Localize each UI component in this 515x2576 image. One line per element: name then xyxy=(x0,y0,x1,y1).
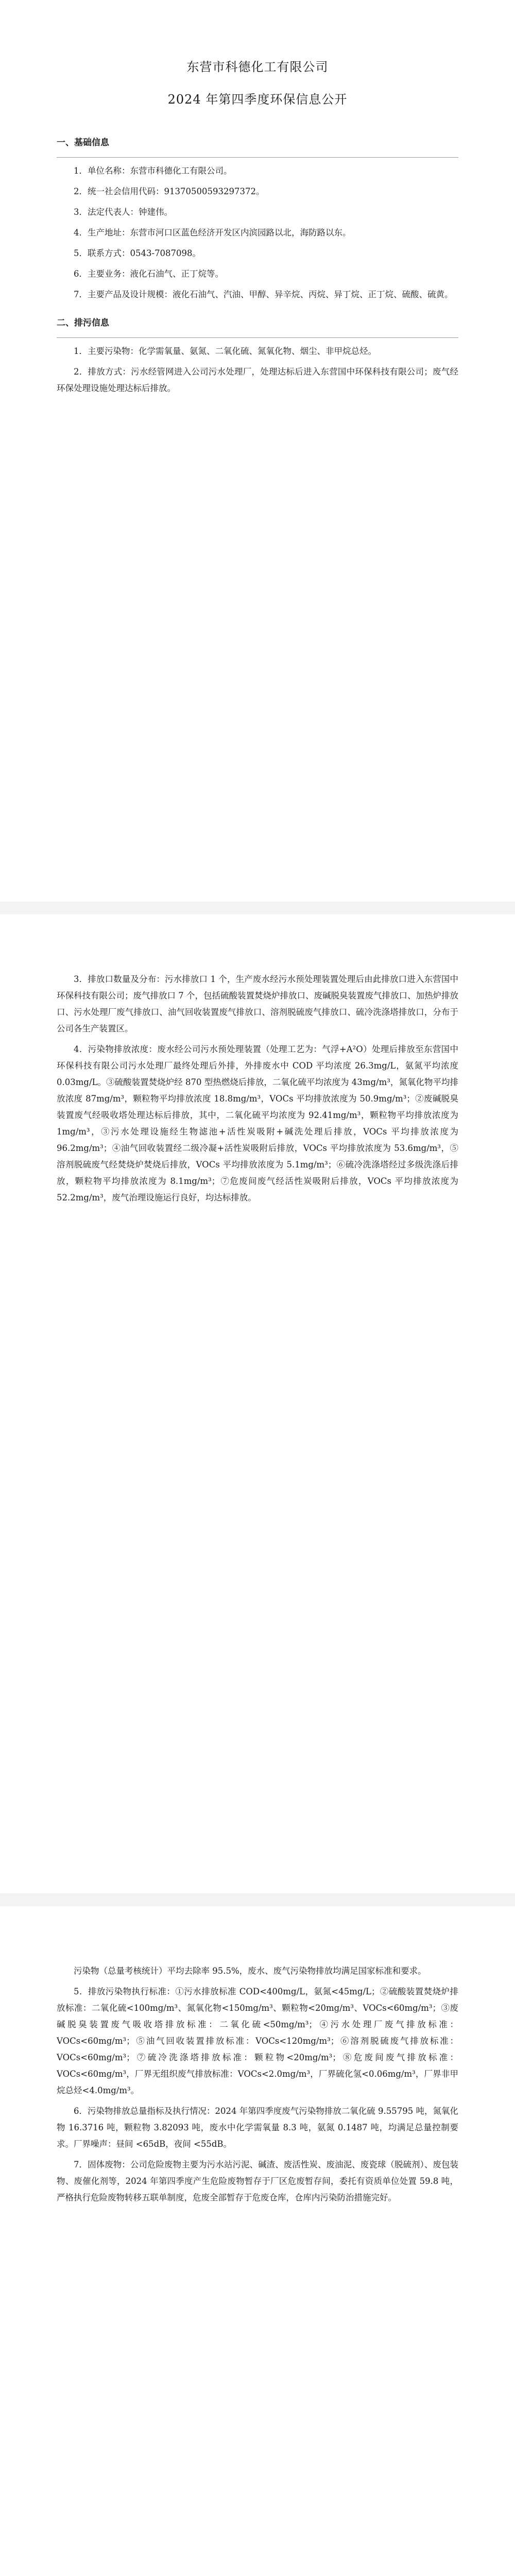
section-divider xyxy=(57,157,458,158)
basic-item: 6．主要业务：液化石油气、正丁烷等。 xyxy=(74,269,224,279)
emission-item: 1．主要污染物：化学需氧量、氨氮、二氧化硫、氮氧化物、烟尘、非甲烷总烃。 xyxy=(74,346,376,356)
emission-paragraph: 5．排放污染物执行标准：①污水排放标准 COD<400mg/L，氨氮<45mg/L；②硫酸装置焚烧炉排放标准：二氧化硫<100mg/m³、氮氧化物<150mg/m³、颗粒物<20mg/m³、VOCs<60mg/m³；③废碱脱臭装置废气吸收塔排放标准：二氧化硫<50mg/m³；④污水处理厂废气排放标准：VOCs<60mg/m³；⑤油气回收装置排放标准：VOCs<120mg/m³；⑥溶剂脱硫废气排放标准：VOCs<60mg/m³；⑦硫冷洗涤塔排放标准：颗粒物<20mg/m³；⑧危废间废气排放标准：VOCs<60mg/m³，厂界无组织废气排放标准：VOCs<2.0mg/m³，厂界硫化氢<0.06mg/m³，厂界非甲烷总烃<4.0mg/m³。 xyxy=(57,1987,458,2095)
basic-item: 5．联系方式：0543-7087098。 xyxy=(74,248,201,258)
basic-item: 1．单位名称：东营市科德化工有限公司。 xyxy=(74,166,232,176)
section-heading-emission: 二、排污信息 xyxy=(57,318,109,328)
basic-item: 3．法定代表人：钟建伟。 xyxy=(74,207,173,217)
company-name: 东营市科德化工有限公司 xyxy=(186,60,329,74)
emission-paragraph: 4．污染物排放浓度：废水经公司污水预处理装置（处理工艺为：气浮+A²O）处理后排放至东营国中环保科技有限公司污水处理厂最终处理后外排，外排废水中 COD 平均浓度 26.3mg/L，氨氮平均浓度 0.03mg/L。③硫酸装置焚烧炉经 870 型热燃烧后排放，二氧化硫平均浓度为 43mg/m³，氮氧化物平均排放浓度 87mg/m³，颗粒物平均排放浓度 18.8mg/m³，VOCs 平均排放浓度为 50.9mg/m³；②废碱脱臭装置废气经吸收塔处理达标后排放，其中，二氧化硫平均浓度为 92.41mg/m³，颗粒物平均排放浓度为 1mg/m³，③污水处理设施经生物滤池+活性炭吸附+碱洗处理后排放，VOCs 平均排放浓度为 96.2mg/m³；④油气回收装置经二级冷凝+活性炭吸附后排放，VOCs 平均排放浓度为 53.6mg/m³，⑤溶剂脱硫废气经焚烧炉焚烧后排放，VOCs 平均排放浓度为 5.1mg/m³；⑥硫冷洗涤塔经过多级洗涤后排放，颗粒物平均排放浓度为 8.1mg/m³；⑦危废间废气经活性炭吸附后排放，VOCs 平均排放浓度为 52.2mg/m³，废气治理设施运行良好，均达标排放。 xyxy=(57,1044,458,1202)
basic-item: 2．统一社会信用代码：91370500593297372。 xyxy=(74,187,265,196)
basic-item: 4．生产地址：东营市河口区蓝色经济开发区内滨园路以北，海防路以东。 xyxy=(74,228,351,238)
section-divider xyxy=(57,337,458,338)
emission-item: 2．排放方式：污水经管网进入公司污水处理厂，处理达标后进入东营国中环保科技有限公司；废气经环保处理设施处理达标后排放。 xyxy=(57,367,458,393)
emission-paragraph: 7．固体废物：公司危险废物主要为污水站污泥、碱渣、废活性炭、废油泥、废瓷球（脱硫剂）、废包装物、废催化剂等，2024 年第四季度产生危险废物暂存于厂区危废暂存间，委托有资质单位处置 59.8 吨，严格执行危险废物转移五联单制度，危废全部暂存于危废仓库，仓库内污染防治措施完好。 xyxy=(57,2160,458,2202)
emission-paragraph: 3．排放口数量及分布：污水排放口 1 个，生产废水经污水预处理装置处理后由此排放口进入东营国中环保科技有限公司；废气排放口 7 个，包括硫酸装置焚烧炉排放口、废碱脱臭装置废气排放口、加热炉排放口、污水处理厂废气排放口、油气回收装置废气排放口、溶剂脱硫废气排放口、硫冷洗涤塔排放口，分布于公司各生产装置区。 xyxy=(57,974,458,1033)
page-3 xyxy=(0,1906,515,2576)
emission-paragraph: 污染物（总量考核统计）平均去除率 95.5%，废水、废气污染物排放均满足国家标准和要求。 xyxy=(74,1966,426,1976)
page-1 xyxy=(0,0,515,902)
emission-paragraph: 6．污染物排放总量指标及执行情况：2024 年第四季度废气污染物排放二氧化硫 9.55795 吨，氮氧化物 16.3716 吨，颗粒物 3.82093 吨，废水中化学需氧量 8.3 吨，氨氮 0.1487 吨，均满足总量控制要求。厂界噪声：昼间 <65dB，夜间 <55dB。 xyxy=(57,2106,458,2149)
basic-item: 7．主要产品及设计规模：液化石油气、汽油、甲醇、异辛烷、丙烷、异丁烷、正丁烷、硫酸、硫黄。 xyxy=(74,290,453,299)
section-heading-basic: 一、基础信息 xyxy=(57,138,109,148)
page-2 xyxy=(0,914,515,1893)
document-title: 2024 年第四季度环保信息公开 xyxy=(167,92,348,107)
